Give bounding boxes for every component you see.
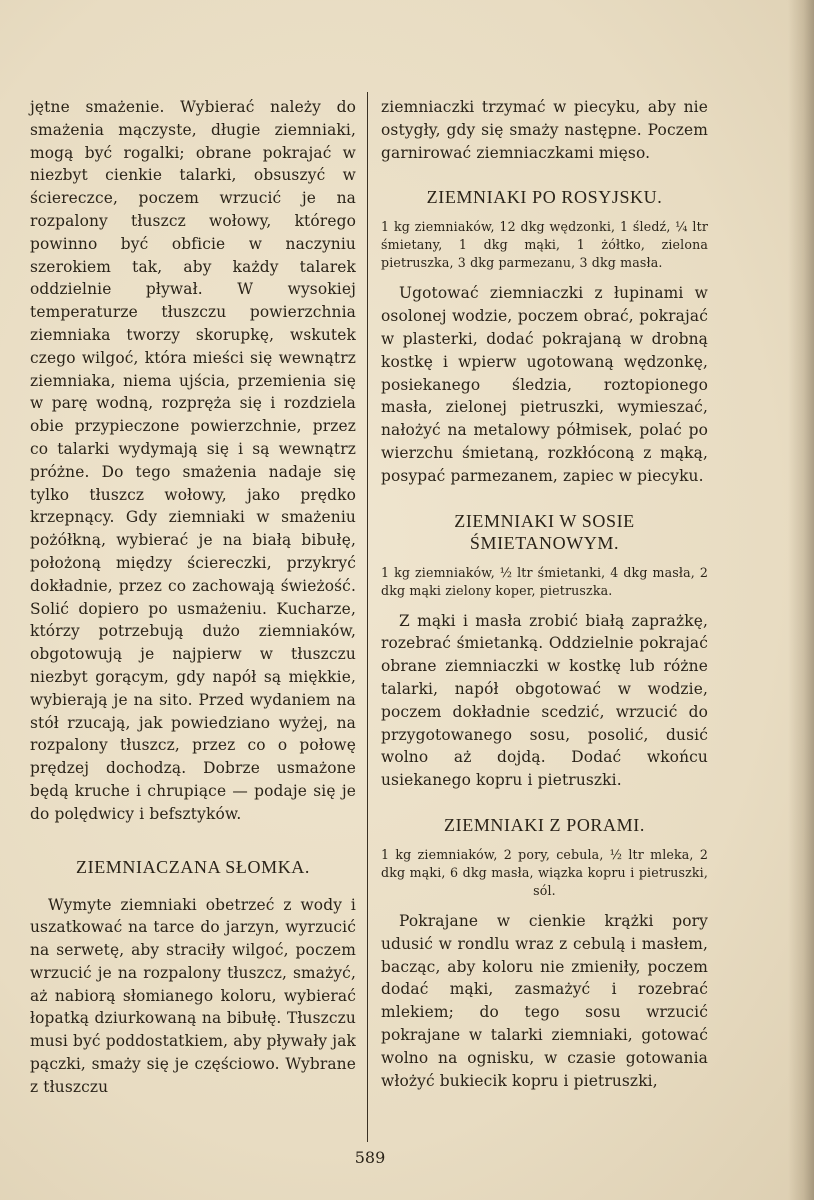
page-number: 589 [354, 1148, 386, 1167]
recipe-title-sos-line2: ŚMIETANOWYM. [469, 532, 620, 553]
recipe-text-slomka: Wymyte ziemniaki obetrzeć z wody i uszatkować na tarce do jarzyn, wyrzucić na serwetę, aby straciły wilgoć, poczem wrzucić je na rozpalony tłuszcz, smażyć, aż nabiorą słomianego koloru, wybierać łopatką dziurkowaną na bibułę. Tłuszczu musi być poddostatkiem, aby pływały jak pączki, smaży się je częściowo. Wybrane z tłuszczu [30, 895, 356, 1096]
recipe-text-z-porami: Pokrajane w cienkie krążki pory udusić w rondlu wraz z cebulą i masłem, bacząc, aby koloru nie zmieniły, poczem dodać mąki, zasmażyć i rozebrać mlekiem; do tego sosu wrzucić pokrajane w talarki ziemniaki, gotować wolno na ognisku, w czasie gotowania włożyć bukiecik kopru i pietruszki, [381, 911, 708, 1090]
recipe-ingredients-sos: 1 kg ziemniaków, ½ ltr śmietanki, 4 dkg masła, 2 dkg mąki zielony koper, pietruszka. [381, 564, 708, 598]
page-spine-shadow [788, 0, 814, 1200]
recipe-title-slomka: ZIEMNIACZANA SŁOMKA. [76, 856, 310, 877]
recipe-title-z-porami: ZIEMNIAKI Z PORAMI. [444, 814, 645, 835]
continuation-paragraph: ziemniaczki trzymać w piecyku, aby nie ostygły, gdy się smaży następne. Poczem garnirować ziemniaczkami mięso. [381, 98, 708, 162]
recipe-ingredients-rosyjsku: 1 kg ziemniaków, 12 dkg wędzonki, 1 śledź, ¼ ltr śmietany, 1 dkg mąki, 1 żółtko, zielona pietruszka, 3 dkg parmezanu, 3 dkg masła. [381, 219, 708, 271]
recipe-text-sos: Z mąki i masła zrobić białą zaprażkę, rozebrać śmietanką. Oddzielnie pokrajać obrane ziemniaczki w kostkę lub różne talarki, napół obgotować w wodzie, poczem dokładnie scedzić, wrzucić do przygotowanego sosu, posolić, dusić wolno aż dojdą. Dodać wkońcu usiekanego kopru i pietruszki. [381, 611, 708, 790]
intro-paragraph: jętne smażenie. Wybierać należy do smażenia mączyste, długie ziemniaki, mogą być rogalki; obrane pokrajać w niezbyt cienkie talarki, obsuszyć w ściereczce, poczem wrzucić je na rozpalony tłuszcz wołowy, którego powinno być obficie w naczyniu szerokiem tak, aby każdy talarek oddzielnie pływał. W wysokiej temperaturze tłuszczu powierzchnia ziemniaka tworzy skorupkę, wskutek czego wilgoć, która mieści się wewnątrz ziemniaka, niema ujścia, przemienia się w parę wodną, rozpręża się i rozdziela obie przypieczone powierzchnie, przez co talarki wydymają się i są wewnątrz próżne. Do tego smażenia nadaje się tylko tłuszcz wołowy, jako prędko krzepnący. Gdy ziemniaki w smażeniu pożółkną, wybierać je na białą bibułę, położoną między ściereczki, przykryć dokładnie, przez co zachowają świeżość. Solić dopiero po usmażeniu. Kucharze, którzy potrzebują dużo ziemniaków, obgotowują je najpierw w tłuszczu niezbyt gorącym, gdy napół są miękkie, wybierają je na sito. Przed wydaniem na stół rzucają, jak powiedziano wyżej, na rozpalony tłuszcz, przez co o połowę prędzej dochodzą. Dobrze usmażone będą kruche i chrupiące — podaje się je do polędwicy i befsztyków. [30, 98, 356, 823]
recipe-title-sos-line1: ZIEMNIAKI W SOSIE [454, 510, 635, 531]
column-divider [367, 92, 368, 1142]
left-column [30, 96, 356, 1099]
right-column [381, 96, 708, 1092]
recipe-text-rosyjsku: Ugotować ziemniaczki z łupinami w osolonej wodzie, poczem obrać, pokrajać w plasterki, dodać pokrajaną w drobną kostkę i wpierw ugotowaną wędzonkę, posiekanego śledzia, roztopionego masła, zielonej pietruszki, wymieszać, nałożyć na metalowy półmisek, polać po wierzchu śmietaną, rozkłóconą z mąką, posypać parmezanem, zapiec w piecyku. [381, 284, 708, 485]
recipe-title-rosyjsku: ZIEMNIAKI PO ROSYJSKU. [426, 187, 663, 208]
recipe-ingredients-z-porami: 1 kg ziemniaków, 2 pory, cebula, ½ ltr mleka, 2 dkg mąki, 6 dkg masła, wiązka kopru i pietruszki, sól. [381, 846, 708, 898]
